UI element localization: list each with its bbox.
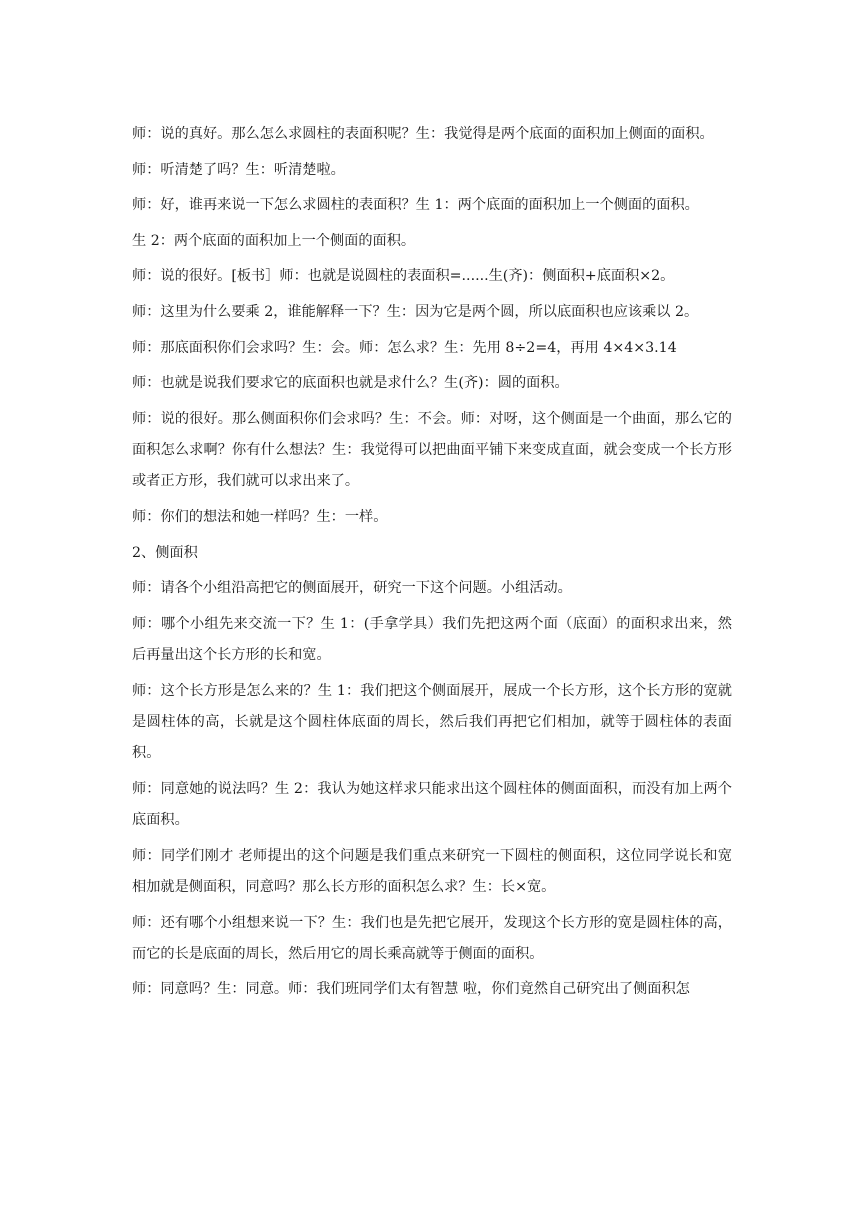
paragraph: 师：同学们刚才 老师提出的这个问题是我们重点来研究一下圆柱的侧面积，这位同学说长和宽相加就是侧面积，同意吗？那么长方形的面积怎么求？生：长×宽。 xyxy=(132,847,732,895)
paragraph: 师：听清楚了吗？生：听清楚啦。 xyxy=(132,161,345,178)
section-heading: 2、侧面积 xyxy=(132,544,198,561)
paragraph: 师：同意她的说法吗？生 2：我认为她这样求只能求出这个圆柱体的侧面面积，而没有加上两个底面积。 xyxy=(132,780,732,829)
paragraph: 师：也就是说我们要求它的底面积也就是求什么？生(齐)：圆的面积。 xyxy=(132,375,569,392)
document-body xyxy=(132,119,732,1010)
paragraph: 生 2：两个底面的面积加上一个侧面的面积。 xyxy=(132,232,416,249)
paragraph: 师：这里为什么要乘 2，谁能解释一下？生：因为它是两个圆，所以底面积也应该乘以 2。 xyxy=(132,303,699,320)
paragraph: 师：哪个小组先来交流一下？生 1：(手拿学具）我们先把这两个面（底面）的面积求出来，然后再量出这个长方形的长和宽。 xyxy=(132,615,732,664)
paragraph: 师：说的很好。那么侧面积你们会求吗？生：不会。师：对呀，这个侧面是一个曲面，那么它的面积怎么求啊？你有什么想法？生：我觉得可以把曲面平铺下来变成直面，就会变成一个长方形或者正方形，我们就可以求出来了。 xyxy=(132,410,732,490)
paragraph: 师：同意吗？生：同意。师：我们班同学们太有智慧 啦，你们竟然自己研究出了侧面积怎 xyxy=(132,981,690,998)
paragraph: 师：那底面积你们会求吗？生：会。师：怎么求？生：先用 8÷2=4，再用 4×4×3.14 xyxy=(132,339,677,356)
paragraph: 师：好，谁再来说一下怎么求圆柱的表面积？生 1：两个底面的面积加上一个侧面的面积。 xyxy=(132,197,699,214)
paragraph: 师：说的很好。[板书］师：也就是说圆柱的表面积=......生(齐)：侧面积+底面积×2。 xyxy=(132,268,675,285)
paragraph: 师：这个长方形是怎么来的？生 1：我们把这个侧面展开，展成一个长方形，这个长方形的宽就是圆柱体的高，长就是这个圆柱体底面的周长，然后我们再把它们相加，就等于圆柱体的表面积。 xyxy=(132,682,732,762)
paragraph: 师：还有哪个小组想来说一下？生：我们也是先把它展开，发现这个长方形的宽是圆柱体的高，而它的长是底面的周长，然后用它的周长乘高就等于侧面的面积。 xyxy=(132,914,732,962)
paragraph: 师：请各个小组沿高把它的侧面展开，研究一下这个问题。小组活动。 xyxy=(132,580,572,597)
paragraph: 师：说的真好。那么怎么求圆柱的表面积呢？生：我觉得是两个底面的面积加上侧面的面积。 xyxy=(132,126,714,142)
paragraph: 师：你们的想法和她一样吗？生：一样。 xyxy=(132,508,388,525)
